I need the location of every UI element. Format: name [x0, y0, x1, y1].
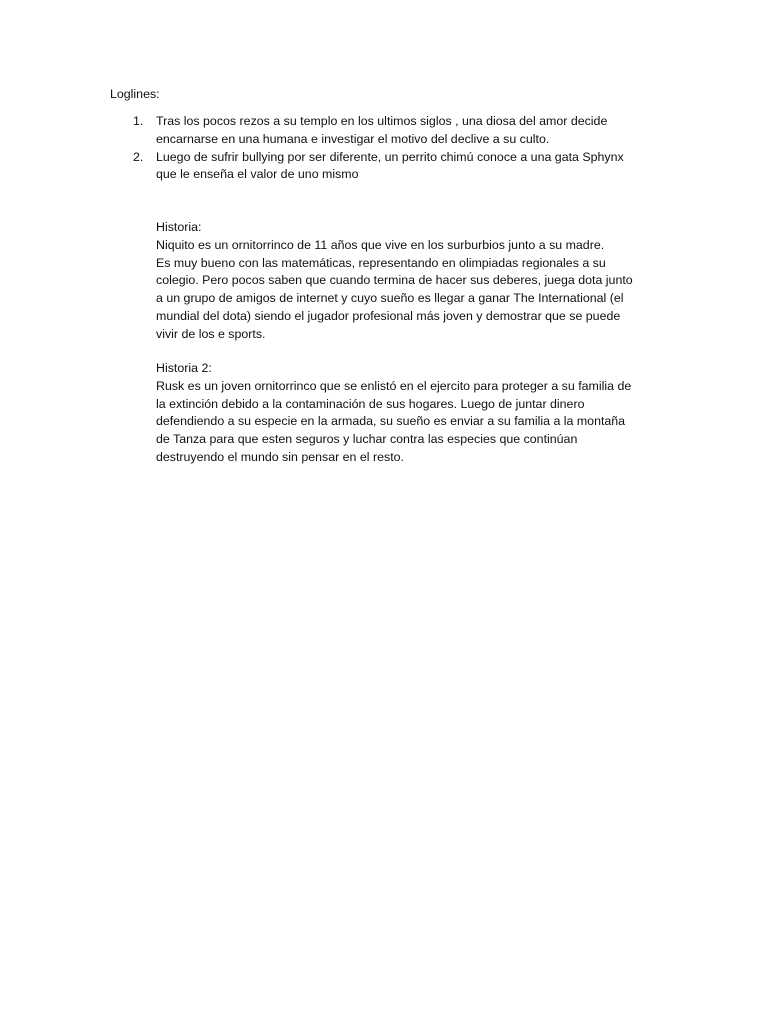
logline-item	[110, 113, 670, 149]
historia-1-text-line: Niquito es un ornitorrinco de 11 años que vive en los surburbios junto a su madre.	[156, 237, 605, 252]
historia-1-text-line: a un grupo de amigos de internet y cuyo sueño es llegar a ganar The International (el	[156, 291, 624, 306]
loglines-list	[110, 113, 670, 184]
logline-item	[110, 149, 670, 185]
logline-text-line: Luego de sufrir bullying por ser diferente, un perrito chimú conoce a una gata Sphynx	[156, 149, 624, 164]
loglines-heading: Loglines:	[110, 87, 160, 101]
historia-1-title: Historia:	[156, 220, 202, 234]
logline-text-line: Tras los pocos rezos a su templo en los ultimos siglos , una diosa del amor decide	[156, 114, 608, 128]
historia-2-title: Historia 2:	[156, 361, 212, 375]
historia-1-text-line: Es muy bueno con las matemáticas, representando en olimpiadas regionales a su	[156, 255, 606, 270]
logline-text-line: encarnarse en una humana e investigar el motivo del declive a su culto.	[156, 131, 550, 146]
historia-2-text-line: la extinción debido a la contaminación de sus hogares. Luego de juntar dinero	[156, 396, 585, 411]
historia-2-text-line: defendiendo a su especie en la armada, su sueño es enviar a su familia a la montaña	[156, 414, 626, 429]
historia-2-text-line: de Tanza para que esten seguros y luchar contra las especies que continúan	[156, 432, 578, 447]
historia-1-text-line: mundial del dota) siendo el jugador profesional más joven y demostrar que se puede	[156, 308, 621, 323]
historia-2-section	[156, 360, 676, 467]
historia-1-text-line: colegio. Pero pocos saben que cuando termina de hacer sus deberes, juega dota junto	[156, 273, 633, 288]
logline-number: 1.	[133, 114, 144, 128]
historia-2-text-line: destruyendo el mundo sin pensar en el resto.	[156, 449, 404, 464]
logline-text-line: que le enseña el valor de uno mismo	[156, 167, 359, 182]
historia-1-text-line: vivir de los e sports.	[156, 326, 266, 341]
logline-number: 2.	[133, 149, 144, 164]
historia-2-text-line: Rusk es un joven ornitorrinco que se enlistó en el ejercito para proteger a su familia de	[156, 378, 632, 393]
historia-1-section	[156, 219, 676, 344]
